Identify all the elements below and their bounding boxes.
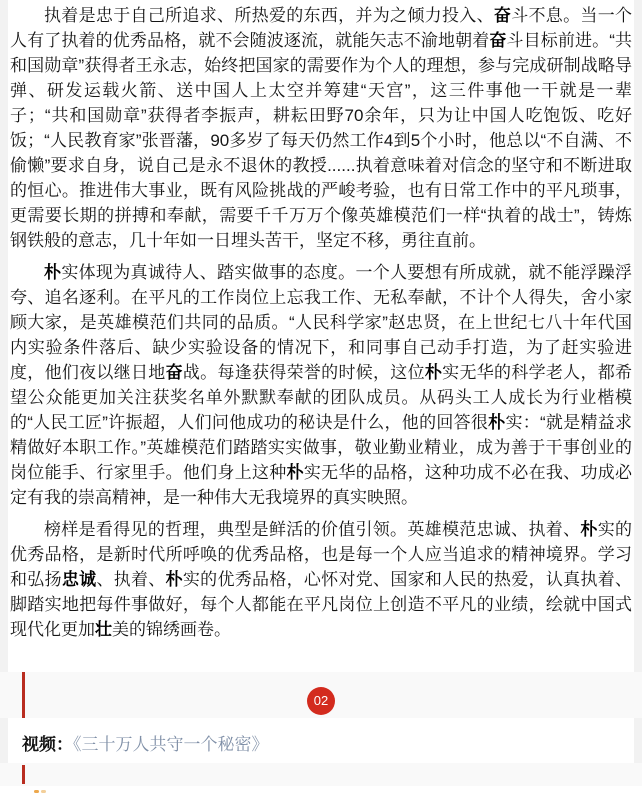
video-label: 视频： (22, 735, 73, 754)
paragraph-pushi: 朴实体现为真诚待人、踏实做事的态度。一个人要想有所成就，就不能浮躁浮夸、追名逐利。在平凡的工作岗位上忘我工作、无私奉献，不计个人得失，舍小家顾大家，是英雄模范们共同的品质。“人民科学家”赵忠贤，在上世纪七八十年代国内实验条件落后、缺少实验设备的情况下，和同事自己动手打造，为了赶实验进度，他们夜以继日地奋战。每逢获得荣誉的时候，这位朴实无华的科学老人，都希望公众能更加关注获奖名单外默默奉献的团队成员。从码头工人成长为行业楷模的“人民工匠”许振超，人们问他成功的秘诀是什么，他的回答很朴实：“就是精益求精做好本职工作。”英雄模范们踏踏实实做事，敬业勤业精业，成为善于干事创业的岗位能手、行家里手。他们身上这种朴实无华的品格，这种功成不必在我、功成必定有我的崇高精神，是一种伟大无我境界的真实映照。 (10, 263, 633, 507)
next-section-divider (0, 763, 642, 786)
video-row (8, 718, 634, 763)
red-divider-line-bottom (22, 765, 25, 784)
section-number-badge: 02 (307, 687, 335, 715)
bottom-strip (0, 786, 642, 794)
red-divider-line (22, 672, 25, 718)
decorative-dot-icon (41, 790, 46, 793)
section-divider (0, 672, 642, 718)
paragraph-bangyang: 榜样是看得见的哲理，典型是鲜活的价值引领。英雄模范忠诚、执着、朴实的优秀品格，是新时代所呼唤的优秀品格，也是每一个人应当追求的精神境界。学习和弘扬忠诚、执着、朴实的优秀品格，心怀对党、国家和人民的热爱，认真执着、脚踏实地把每件事做好，每个人都能在平凡岗位上创造不平凡的业绩，绘就中国式现代化更加壮美的锦绣画卷。 (10, 520, 633, 639)
video-link[interactable]: 《三十万人共守一个秘密》 (73, 735, 269, 754)
decorative-dot-icon (34, 790, 39, 793)
paragraph-zhizhuo: 执着是忠于自己所追求、所热爱的东西，并为之倾力投入、奋斗不息。当一个人有了执着的优秀品格，就不会随波逐流，就能矢志不渝地朝着奋斗目标前进。“共和国勋章”获得者王永志，始终把国家的需要作为个人的理想，参与完成研制战略导弹、研发运载火箭、送中国人上太空并筹建“天宫”，这三件事他一干就是一辈子；“共和国勋章”获得者李振声，耕耘田野70余年，只为让中国人吃饱饭、吃好饭；“人民教育家”张晋藩，90多岁了每天仍然工作4到5个小时，他总以“不自满、不偷懒”要求自身，说自己是永不退休的教授......执着意味着对信念的坚守和不断进取的恒心。推进伟大事业，既有风险挑战的严峻考验，也有日常工作中的平凡琐事，更需要长期的拼搏和奉献，需要千千万万个像英雄模范们一样“执着的战士”，铸炼钢铁般的意志，几十年如一日埋头苦干，坚定不移，勇往直前。 (10, 6, 633, 250)
article-body (8, 0, 634, 672)
